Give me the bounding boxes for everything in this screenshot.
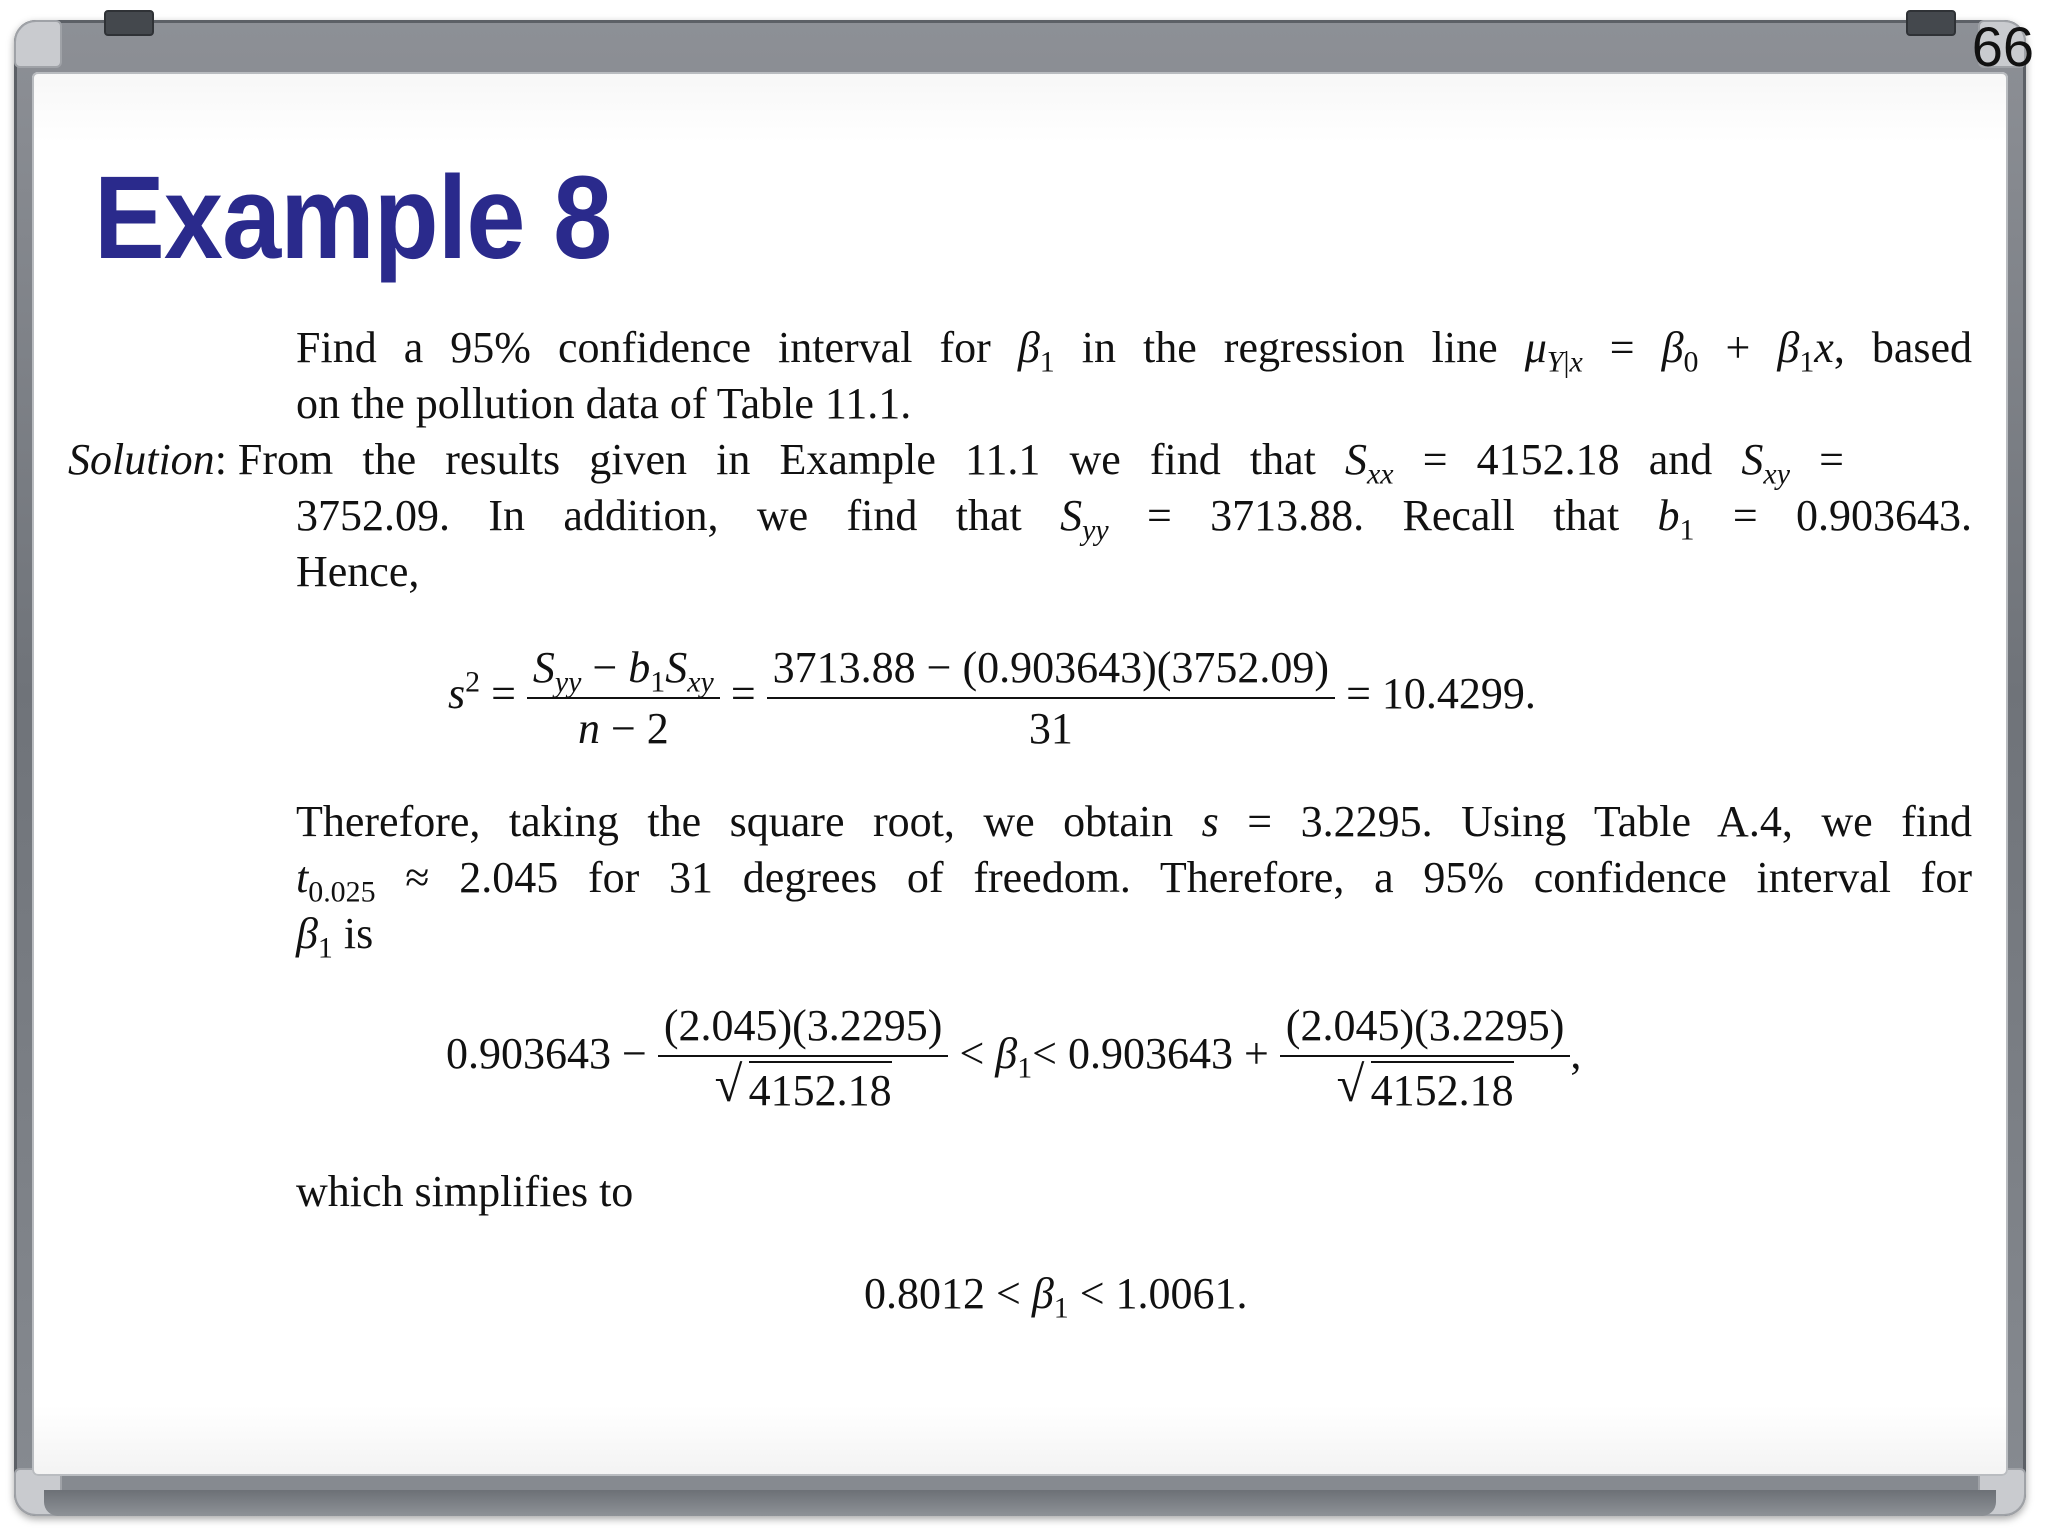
solution-line-2: 3752.09. In addition, we find that $S_{yy} = 3713.88$. Recall that $b_1 = 0.903643$. <box>296 491 1972 547</box>
simplifies-text: which simplifies to <box>296 1167 634 1216</box>
paragraph2-line-1: Therefore, taking the square root, we obtain s = 3.2295. Using Table A.4, we find <box>296 797 1973 846</box>
fraction: $\frac{3713.88 - (0.903643)(3752.09)}{31}$ <box>767 642 1335 754</box>
fraction: (2.045)(3.2295) √ 4152.18 <box>658 1000 949 1116</box>
slide-number: 66 <box>1971 15 2034 78</box>
paragraph2-line-2: $t_{0.025} \approx 2.045$ for 31 degrees of freedom. Therefore, a 95% confidence interval for <box>296 853 1972 909</box>
paragraph2-line-3: $\beta_1$ is <box>296 909 374 965</box>
problem-line-1: Find a 95% confidence interval for $\beta_1$ in the regression line $\mu_{Y|x} = \beta_0 + \beta_1x$, based <box>296 323 1973 379</box>
slide-title: Example 8 <box>94 152 612 284</box>
equation-confidence-interval: 0.903643 − (2.045)(3.2295) √ 4152.18 < $\beta_1< 0.903643$ + (2.045)(3.2295) √ 4152.18 , <box>446 1001 1582 1115</box>
problem-line-2: on the pollution data of Table 11.1. <box>296 379 912 428</box>
final-interval: $0.8012 < \beta_1 < 1.0061$. <box>864 1269 1248 1325</box>
fraction: $\frac{S_{yy} - b_1S_{xy}}{n - 2}$ <box>527 642 720 754</box>
solution-label: Solution <box>68 435 215 484</box>
solution-line-3: Hence, <box>296 547 420 596</box>
solution-line-1: Solution: From the results given in Example 11.1 we find that $S_{xx} = 4152.18$ and $S_{xy}$ = <box>68 435 1844 491</box>
equation-s-squared: $s^2$ = $\frac{S_{yy} - b_1S_{xy}}{n - 2}$ = $\frac{3713.88 - (0.903643)(3752.09)}{31}$ = 10.4299. <box>448 643 1536 753</box>
fraction: (2.045)(3.2295) √ 4152.18 <box>1280 1000 1571 1116</box>
